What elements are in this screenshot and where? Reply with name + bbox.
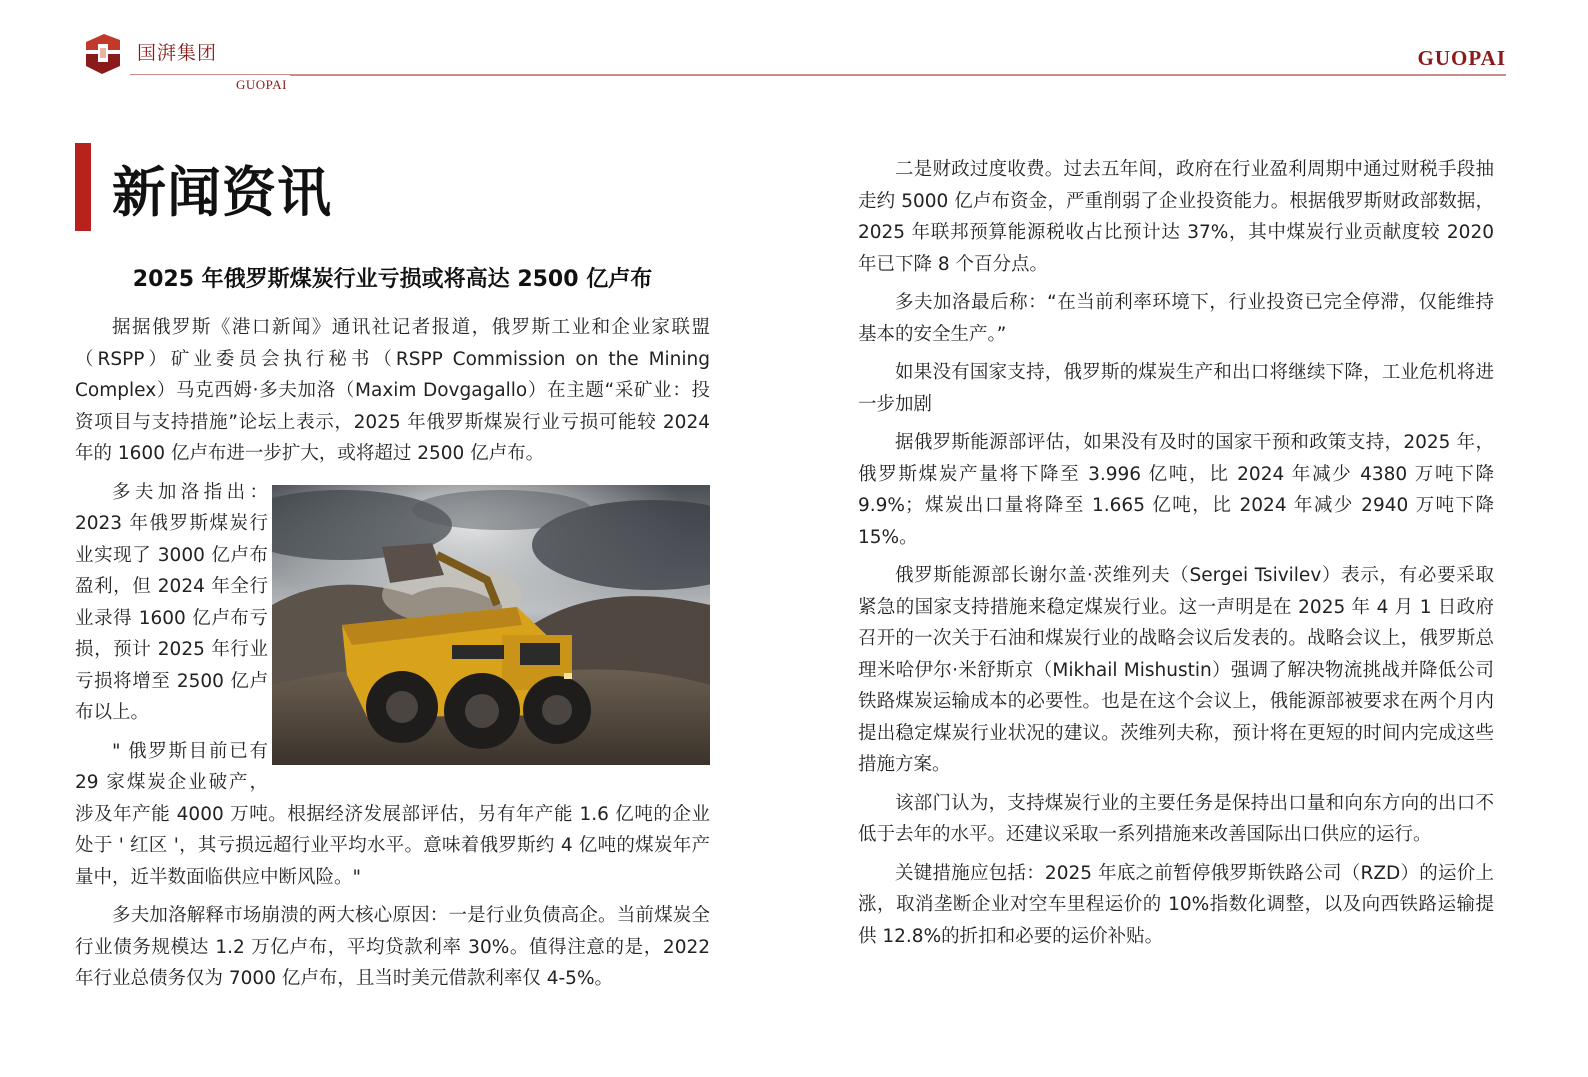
section-title: 新闻资讯 (112, 161, 332, 224)
paragraph: 关键措施应包括：2025 年底之前暂停俄罗斯铁路公司（RZD）的运价上涨，取消垄断企业对空车里程运价的 10%指数化调整，以及向西铁路运输提供 12.8%的折扣和必要的运价补贴。 (858, 862, 1494, 947)
brand-name-en-right: GUOPAI (1417, 46, 1506, 70)
brand-name-cn: 国湃集团 (137, 42, 218, 64)
article-column-right (858, 154, 1494, 959)
paragraph: 俄罗斯能源部长谢尔盖·茨维列夫（Sergei Tsivilev）表示，有必要采取紧急的国家支持措施来稳定煤炭行业。这一声明是在 2025 年 4 月 1 日政府召开的一次关于石油和煤炭行业的战略会议后发表的。战略会议上，俄罗斯总理米哈伊尔·米舒斯京（Mikhail Mishustin）强调了解决物流挑战并降低公司铁路煤炭运输成本的必要性。也是在这个会议上，俄能源部被要求在两个月内提出稳定煤炭行业状况的建议。茨维列夫称，预计将在更短的时间内完成这些措施方案。 (858, 565, 1494, 775)
paragraph: 多夫加洛解释市场崩溃的两大核心原因：一是行业负债高企。当前煤炭全行业债务规模达 1.2 万亿卢布，平均贷款利率 30%。值得注意的是，2022 年行业总债务仅为 7000 亿卢布，且当时美元借款利率仅 4-5%。 (75, 905, 710, 989)
header-rule (290, 74, 1506, 76)
paragraph: 多夫加洛指出：2023 年俄罗斯煤炭行业实现了 3000 亿卢布盈利，但 2024 年全行业录得 1600 亿卢布亏损，预计 2025 年行业亏损将增至 2500 亿卢布以上。 (75, 481, 268, 723)
mining-dump-truck-photo (272, 485, 710, 765)
paragraph: 该部门认为，支持煤炭行业的主要任务是保持出口量和向东方向的出口不低于去年的水平。还建议采取一系列措施来改善国际出口供应的运行。 (858, 792, 1494, 845)
paragraph: 多夫加洛最后称：“在当前利率环境下，行业投资已完全停滞，仅能维持基本的安全生产。” (858, 292, 1494, 345)
brand-name-en-small: GUOPAI (236, 77, 287, 92)
header-rule-short (130, 74, 290, 75)
paragraph: 据俄罗斯能源部评估，如果没有及时的国家干预和政策支持，2025 年，俄罗斯煤炭产量将下降至 3.996 亿吨，比 2024 年减少 4380 万吨下降 9.9%；煤炭出口量将降至 1.665 亿吨，比 2024 年减少 2940 万吨下降 15%。 (858, 432, 1494, 548)
section-accent-bar (75, 143, 91, 231)
article-column-left (75, 312, 710, 1002)
paragraph: " 俄罗斯目前已有 29 家煤炭企业破产，涉及年产能 4000 万吨。根据经济发展部评估，另有年产能 1.6 亿吨的企业处于 ' 红区 '，其亏损远超行业平均水平。意味着俄罗斯约 4 亿吨的煤炭年产量中，近半数面临供应中断风险。" (75, 740, 710, 888)
paragraph: 据据俄罗斯《港口新闻》通讯社记者报道，俄罗斯工业和企业家联盟（RSPP）矿业委员会执行秘书（RSPP Commission on the Mining Complex）马克西姆·多夫加洛（Maxim Dovgagallo）在主题“采矿业：投资项目与支持措施”论坛上表示，2025 年俄罗斯煤炭行业亏损可能较 2024 年的 1600 亿卢布进一步扩大，或将超过 2500 亿卢布。 (75, 317, 710, 464)
paragraph: 二是财政过度收费。过去五年间，政府在行业盈利周期中通过财税手段抽走约 5000 亿卢布资金，严重削弱了企业投资能力。根据俄罗斯财政部数据，2025 年联邦预算能源税收占比预计达 37%，其中煤炭行业贡献度较 2020 年已下降 8 个百分点。 (858, 159, 1494, 275)
paragraph: 如果没有国家支持，俄罗斯的煤炭生产和出口将继续下降，工业危机将进一步加剧 (858, 362, 1494, 415)
guopai-logo-icon (80, 30, 126, 76)
article-title: 2025 年俄罗斯煤炭行业亏损或将高达 2500 亿卢布 (132, 267, 653, 292)
